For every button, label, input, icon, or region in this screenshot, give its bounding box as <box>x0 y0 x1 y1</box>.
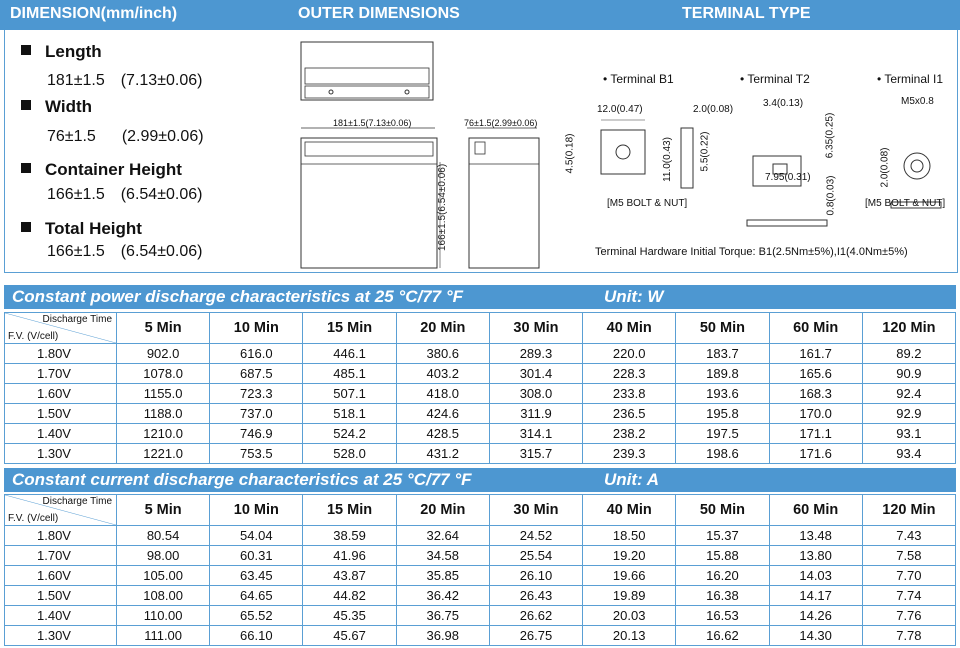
value-cell: 737.0 <box>210 404 303 424</box>
final-voltage-cell: 1.30V <box>5 444 117 464</box>
value-cell: 507.1 <box>303 384 396 404</box>
b1-height3-dim: 5.5(0.22) <box>699 131 711 172</box>
total-height-value: 166±1.5 (6.54±0.06) <box>47 243 203 260</box>
value-cell: 289.3 <box>489 344 582 364</box>
fv-label: F.V. (V/cell) <box>8 331 59 342</box>
power-table-title: Constant power discharge characteristics at 25 °C/77 °F <box>12 287 464 306</box>
value-cell: 14.26 <box>769 606 862 626</box>
bullet-square-icon <box>21 222 31 232</box>
value-cell: 32.64 <box>396 526 489 546</box>
corner-header <box>5 313 117 344</box>
value-cell: 170.0 <box>769 404 862 424</box>
value-cell: 18.50 <box>583 526 676 546</box>
column-header: 60 Min <box>769 313 862 344</box>
final-voltage-cell: 1.80V <box>5 344 117 364</box>
final-voltage-cell: 1.30V <box>5 626 117 646</box>
table-row <box>5 606 956 626</box>
value-cell: 1155.0 <box>117 384 210 404</box>
column-header: 40 Min <box>583 313 676 344</box>
value-cell: 16.38 <box>676 586 769 606</box>
value-cell: 15.37 <box>676 526 769 546</box>
value-cell: 723.3 <box>210 384 303 404</box>
column-header: 50 Min <box>676 495 769 526</box>
value-cell: 7.70 <box>862 566 955 586</box>
value-cell: 1078.0 <box>117 364 210 384</box>
value-cell: 424.6 <box>396 404 489 424</box>
table-row <box>5 546 956 566</box>
value-cell: 34.58 <box>396 546 489 566</box>
value-cell: 168.3 <box>769 384 862 404</box>
bullet-square-icon <box>21 100 31 110</box>
value-cell: 418.0 <box>396 384 489 404</box>
column-header: 120 Min <box>862 495 955 526</box>
final-voltage-cell: 1.60V <box>5 384 117 404</box>
value-cell: 26.75 <box>489 626 582 646</box>
header-bar <box>0 0 960 30</box>
value-cell: 45.35 <box>303 606 396 626</box>
table-row <box>5 344 956 364</box>
value-cell: 233.8 <box>583 384 676 404</box>
value-cell: 98.00 <box>117 546 210 566</box>
value-cell: 165.6 <box>769 364 862 384</box>
value-cell: 14.30 <box>769 626 862 646</box>
container-height-label: Container Height <box>21 160 182 180</box>
value-cell: 197.5 <box>676 424 769 444</box>
t2-width2-dim: 7.95(0.31) <box>765 172 811 183</box>
discharge-time-label: Discharge Time <box>42 314 112 325</box>
final-voltage-cell: 1.40V <box>5 424 117 444</box>
value-cell: 16.62 <box>676 626 769 646</box>
value-cell: 315.7 <box>489 444 582 464</box>
value-cell: 45.67 <box>303 626 396 646</box>
value-cell: 108.00 <box>117 586 210 606</box>
current-table-unit: Unit: A <box>604 470 660 489</box>
value-cell: 7.74 <box>862 586 955 606</box>
value-cell: 66.10 <box>210 626 303 646</box>
table-row <box>5 384 956 404</box>
value-cell: 20.03 <box>583 606 676 626</box>
column-header: 120 Min <box>862 313 955 344</box>
column-header: 40 Min <box>583 495 676 526</box>
column-header: 10 Min <box>210 495 303 526</box>
value-cell: 428.5 <box>396 424 489 444</box>
side-width-dim: 76±1.5(2.99±0.06) <box>464 118 538 128</box>
value-cell: 524.2 <box>303 424 396 444</box>
current-table-header <box>4 468 956 492</box>
value-cell: 161.7 <box>769 344 862 364</box>
value-cell: 13.48 <box>769 526 862 546</box>
b1-width-dim: 12.0(0.47) <box>597 104 643 115</box>
value-cell: 7.78 <box>862 626 955 646</box>
table-row <box>5 626 956 646</box>
value-cell: 36.98 <box>396 626 489 646</box>
value-cell: 36.75 <box>396 606 489 626</box>
final-voltage-cell: 1.50V <box>5 586 117 606</box>
value-cell: 63.45 <box>210 566 303 586</box>
dimension-panel <box>4 30 958 273</box>
bullet-square-icon <box>21 45 31 55</box>
length-label: Length <box>21 42 102 62</box>
fv-label: F.V. (V/cell) <box>8 513 59 524</box>
terminal-type-heading: TERMINAL TYPE <box>682 5 811 22</box>
value-cell: 54.04 <box>210 526 303 546</box>
value-cell: 111.00 <box>117 626 210 646</box>
value-cell: 189.8 <box>676 364 769 384</box>
torque-note: Terminal Hardware Initial Torque: B1(2.5Nm±5%),I1(4.0Nm±5%) <box>595 246 908 258</box>
bullet-square-icon <box>21 163 31 173</box>
value-cell: 1221.0 <box>117 444 210 464</box>
value-cell: 13.80 <box>769 546 862 566</box>
value-cell: 228.3 <box>583 364 676 384</box>
value-cell: 7.58 <box>862 546 955 566</box>
column-header: 15 Min <box>303 495 396 526</box>
front-width-dim: 181±1.5(7.13±0.06) <box>333 118 412 128</box>
value-cell: 236.5 <box>583 404 676 424</box>
final-voltage-cell: 1.50V <box>5 404 117 424</box>
column-header: 10 Min <box>210 313 303 344</box>
power-discharge-table <box>4 312 956 464</box>
column-header: 30 Min <box>489 313 582 344</box>
power-table-unit: Unit: W <box>604 287 664 306</box>
table-row <box>5 404 956 424</box>
value-cell: 1188.0 <box>117 404 210 424</box>
value-cell: 616.0 <box>210 344 303 364</box>
value-cell: 308.0 <box>489 384 582 404</box>
column-header: 20 Min <box>396 495 489 526</box>
value-cell: 198.6 <box>676 444 769 464</box>
value-cell: 238.2 <box>583 424 676 444</box>
value-cell: 183.7 <box>676 344 769 364</box>
power-table-header <box>4 285 956 309</box>
column-header: 5 Min <box>117 313 210 344</box>
width-value: 76±1.5 (2.99±0.06) <box>47 128 204 145</box>
value-cell: 25.54 <box>489 546 582 566</box>
value-cell: 26.10 <box>489 566 582 586</box>
value-cell: 485.1 <box>303 364 396 384</box>
column-header: 30 Min <box>489 495 582 526</box>
t2-height-dim: 6.35(0.25) <box>824 112 836 159</box>
value-cell: 311.9 <box>489 404 582 424</box>
outer-dimensions-drawing <box>297 38 547 270</box>
column-header: 60 Min <box>769 495 862 526</box>
value-cell: 314.1 <box>489 424 582 444</box>
value-cell: 431.2 <box>396 444 489 464</box>
t2-width-dim: 3.4(0.13) <box>763 98 804 109</box>
value-cell: 902.0 <box>117 344 210 364</box>
final-voltage-cell: 1.70V <box>5 546 117 566</box>
value-cell: 301.4 <box>489 364 582 384</box>
i1-note: [M5 BOLT & NUT] <box>865 198 946 209</box>
total-height-label: Total Height <box>21 219 142 239</box>
table-row <box>5 586 956 606</box>
value-cell: 7.76 <box>862 606 955 626</box>
table-row <box>5 364 956 384</box>
value-cell: 19.66 <box>583 566 676 586</box>
current-table-title: Constant current discharge characteristics at 25 °C/77 °F <box>12 470 472 489</box>
value-cell: 15.88 <box>676 546 769 566</box>
value-cell: 92.4 <box>862 384 955 404</box>
value-cell: 195.8 <box>676 404 769 424</box>
value-cell: 20.13 <box>583 626 676 646</box>
final-voltage-cell: 1.40V <box>5 606 117 626</box>
table-row <box>5 424 956 444</box>
value-cell: 19.20 <box>583 546 676 566</box>
value-cell: 518.1 <box>303 404 396 424</box>
value-cell: 60.31 <box>210 546 303 566</box>
value-cell: 24.52 <box>489 526 582 546</box>
terminal-i1-label: • Terminal I1 <box>877 72 944 86</box>
value-cell: 528.0 <box>303 444 396 464</box>
value-cell: 19.89 <box>583 586 676 606</box>
column-header: 20 Min <box>396 313 489 344</box>
value-cell: 753.5 <box>210 444 303 464</box>
value-cell: 41.96 <box>303 546 396 566</box>
value-cell: 26.62 <box>489 606 582 626</box>
terminal-t2-label: • Terminal T2 <box>740 72 810 86</box>
length-value: 181±1.5 (7.13±0.06) <box>47 72 203 89</box>
table-row <box>5 444 956 464</box>
final-voltage-cell: 1.80V <box>5 526 117 546</box>
value-cell: 1210.0 <box>117 424 210 444</box>
table-row <box>5 526 956 546</box>
discharge-time-label: Discharge Time <box>42 496 112 507</box>
b1-height-dim: 4.5(0.18) <box>564 133 576 174</box>
value-cell: 110.00 <box>117 606 210 626</box>
value-cell: 7.43 <box>862 526 955 546</box>
corner-header <box>5 495 117 526</box>
value-cell: 105.00 <box>117 566 210 586</box>
value-cell: 380.6 <box>396 344 489 364</box>
column-header: 15 Min <box>303 313 396 344</box>
value-cell: 92.9 <box>862 404 955 424</box>
value-cell: 14.17 <box>769 586 862 606</box>
value-cell: 36.42 <box>396 586 489 606</box>
t2-height2-dim: 0.8(0.03) <box>825 175 837 216</box>
current-discharge-table <box>4 494 956 646</box>
i1-bolt-label: M5x0.8 <box>901 96 934 107</box>
value-cell: 43.87 <box>303 566 396 586</box>
value-cell: 14.03 <box>769 566 862 586</box>
value-cell: 687.5 <box>210 364 303 384</box>
value-cell: 44.82 <box>303 586 396 606</box>
value-cell: 90.9 <box>862 364 955 384</box>
value-cell: 220.0 <box>583 344 676 364</box>
value-cell: 93.1 <box>862 424 955 444</box>
final-voltage-cell: 1.70V <box>5 364 117 384</box>
i1-height-dim: 2.0(0.08) <box>879 147 891 188</box>
value-cell: 93.4 <box>862 444 955 464</box>
b1-width2-dim: 2.0(0.08) <box>693 104 734 115</box>
table-row <box>5 566 956 586</box>
value-cell: 65.52 <box>210 606 303 626</box>
value-cell: 16.20 <box>676 566 769 586</box>
value-cell: 26.43 <box>489 586 582 606</box>
svg-text:166±1.5(6.54±0.06): 166±1.5(6.54±0.06) <box>437 163 448 251</box>
dimension-heading: DIMENSION(mm/inch) <box>10 5 178 22</box>
value-cell: 239.3 <box>583 444 676 464</box>
final-voltage-cell: 1.60V <box>5 566 117 586</box>
value-cell: 446.1 <box>303 344 396 364</box>
value-cell: 403.2 <box>396 364 489 384</box>
value-cell: 64.65 <box>210 586 303 606</box>
terminal-b1-label: • Terminal B1 <box>603 72 674 86</box>
value-cell: 746.9 <box>210 424 303 444</box>
value-cell: 35.85 <box>396 566 489 586</box>
outer-dimensions-heading: OUTER DIMENSIONS <box>298 5 460 22</box>
value-cell: 171.1 <box>769 424 862 444</box>
width-label: Width <box>21 97 92 117</box>
column-header: 5 Min <box>117 495 210 526</box>
value-cell: 38.59 <box>303 526 396 546</box>
value-cell: 89.2 <box>862 344 955 364</box>
column-header: 50 Min <box>676 313 769 344</box>
b1-height2-dim: 11.0(0.43) <box>661 137 673 182</box>
value-cell: 80.54 <box>117 526 210 546</box>
value-cell: 193.6 <box>676 384 769 404</box>
b1-note: [M5 BOLT & NUT] <box>607 198 688 209</box>
value-cell: 171.6 <box>769 444 862 464</box>
value-cell: 16.53 <box>676 606 769 626</box>
container-height-value: 166±1.5 (6.54±0.06) <box>47 186 203 203</box>
